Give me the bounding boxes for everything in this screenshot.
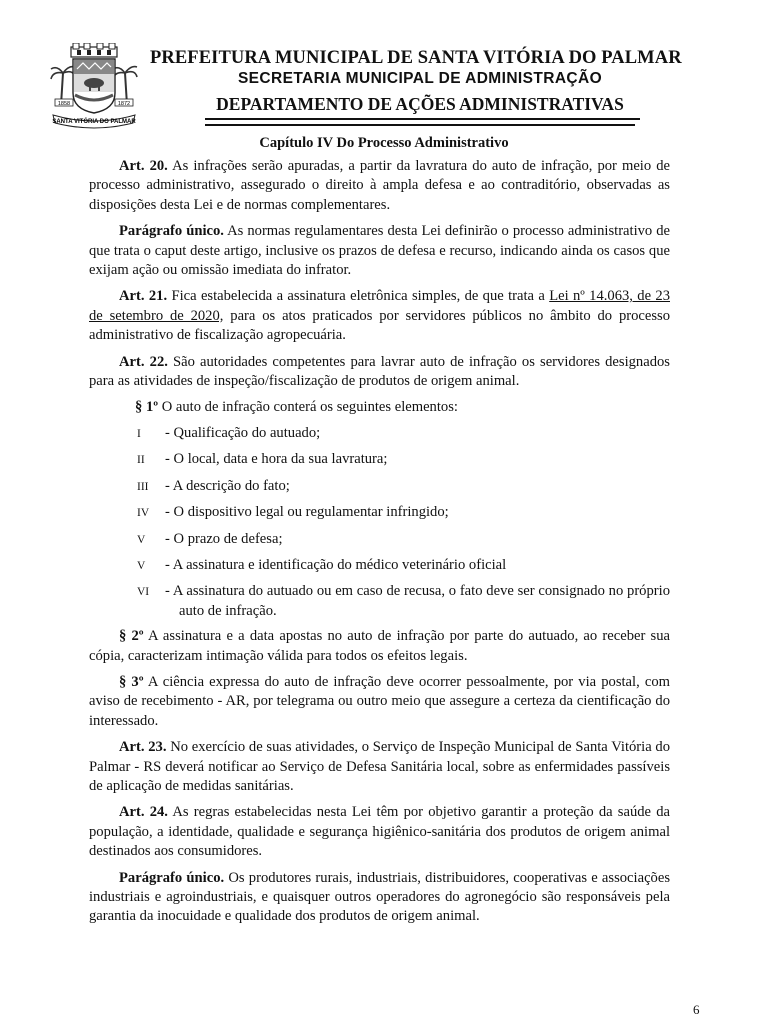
item-text: - A assinatura do autuado ou em caso de recusa, o fato deve ser consignado no próprio auto de infração. — [165, 583, 670, 619]
chapter-title: Capítulo IV Do Processo Administrativo — [259, 135, 509, 151]
logo-banner-text: SANTA VITÓRIA DO PALMAR — [52, 119, 136, 125]
item-numeral: IV — [137, 507, 150, 520]
paragrafo-unico-2-text: Os produtores rurais, industriais, distribuidores, cooperativas e associações industriais e agroindustriais, e quaisquer outros operadores do agronegócio são responsáveis pela garantia da inocuidade e qualidade dos produtos de origem animal. — [89, 869, 670, 925]
article-22-label: Art. 22. — [119, 353, 168, 370]
item-numeral: III — [137, 480, 149, 493]
section-2 — [89, 627, 670, 666]
article-20-text: As infrações serão apuradas, a partir da lavratura do auto de infração, por meio de processo administrativo, assegurado o direito à ampla defesa e ao contraditório, observadas as disposições desta Lei e de normas complementares. — [89, 158, 670, 213]
item-text: - Qualificação do autuado; — [165, 424, 321, 441]
section-3 — [89, 673, 670, 731]
item-numeral: VI — [137, 586, 150, 599]
paragrafo-unico-2-label: Parágrafo único. — [119, 869, 225, 886]
logo-year-left: 1858 — [57, 101, 71, 107]
article-23-text: No exercício de suas atividades, o Serviço de Inspeção Municipal de Santa Vitória do Palmar - RS deverá notificar ao Serviço de Defesa Sanitária local, sobre as enfermidades passíveis de aplicação de medidas sanitárias. — [89, 739, 670, 794]
article-24 — [89, 803, 670, 861]
law-link[interactable]: Lei nº 14.063, de 23 de setembro de 2020, — [89, 288, 670, 324]
municipal-coat-of-arms-logo — [49, 43, 139, 129]
item-text: - O dispositivo legal ou regulamentar infringido; — [165, 504, 449, 521]
list-item — [89, 450, 670, 470]
section-1 — [135, 398, 670, 417]
list-item — [89, 582, 670, 621]
article-20 — [89, 157, 670, 215]
item-text: - A assinatura e identificação do médico veterinário oficial — [165, 556, 507, 573]
article-24-label: Art. 24. — [119, 804, 168, 821]
item-numeral: II — [137, 454, 145, 467]
article-21-text-a: Fica estabelecida a assinatura eletrônica simples, de que trata a — [167, 288, 550, 305]
section-3-label: § 3º — [119, 673, 144, 690]
article-22 — [89, 353, 670, 392]
article-24-text: As regras estabelecidas nesta Lei têm por objetivo garantir a proteção da saúde da população, a identidade, qualidade e segurança higiênico-sanitária dos produtos de origem animal destinados aos consumidores. — [89, 804, 670, 860]
article-20-label: Art. 20. — [119, 158, 168, 174]
list-item — [89, 424, 670, 444]
header-prefeitura: PREFEITURA MUNICIPAL DE SANTA VITÓRIA DO PALMAR — [150, 48, 682, 68]
item-numeral: V — [137, 533, 146, 546]
list-item — [89, 530, 670, 550]
header-departamento: DEPARTAMENTO DE AÇÕES ADMINISTRATIVAS — [216, 94, 624, 114]
item-numeral: V — [137, 559, 146, 572]
article-21 — [89, 287, 670, 345]
list-item — [89, 503, 670, 523]
article-23-label: Art. 23. — [119, 739, 167, 756]
section-2-text: A assinatura e a data apostas no auto de infração por parte do autuado, ao receber sua cópia, caracterizam intimação válida para todos os efeitos legais. — [89, 628, 670, 664]
logo-year-right: 1872 — [117, 101, 131, 107]
item-text: - O prazo de defesa; — [165, 530, 283, 547]
article-21-label: Art. 21. — [119, 288, 168, 305]
header-secretaria: SECRETARIA MUNICIPAL DE ADMINISTRAÇÃO — [237, 70, 603, 87]
item-text: - O local, data e hora da sua lavratura; — [165, 451, 388, 468]
page-number: 6 — [693, 1002, 700, 1017]
header-rule-top — [205, 118, 640, 120]
section-1-label: § 1º — [135, 399, 159, 416]
document-body — [89, 157, 670, 934]
list-item — [89, 556, 670, 576]
item-text: - A descrição do fato; — [165, 477, 290, 494]
paragrafo-unico-1-text: As normas regulamentares desta Lei definirão o processo administrativo de que trata o caput deste artigo, inclusive os prazos de defesa e recurso, indicando ainda os casos que exijam ação ou omissão imediata do infrator. — [89, 223, 671, 279]
list-item — [89, 477, 670, 497]
section-1-text: O auto de infração conterá os seguintes elementos: — [158, 399, 458, 416]
paragrafo-unico-1 — [89, 222, 670, 280]
paragrafo-unico-2 — [89, 869, 670, 927]
header-rule-bottom — [205, 124, 635, 126]
article-21-text-b: para os atos praticados por servidores públicos no âmbito do processo administrativo de fiscalização agropecuária. — [89, 307, 671, 344]
item-numeral: I — [137, 427, 141, 440]
paragrafo-unico-1-label: Parágrafo único. — [119, 223, 224, 240]
article-22-text: São autoridades competentes para lavrar auto de infração os servidores designados para as atividades de inspeção/fiscalização de produtos de origem animal. — [89, 353, 670, 390]
article-23 — [89, 738, 670, 796]
section-2-label: § 2º — [119, 628, 144, 645]
section-3-text: A ciência expressa do auto de infração deve ocorrer pessoalmente, por via postal, com aviso de recebimento - AR, por telegrama ou outro meio que assegure a certeza da cientificação do interessado. — [89, 673, 670, 729]
